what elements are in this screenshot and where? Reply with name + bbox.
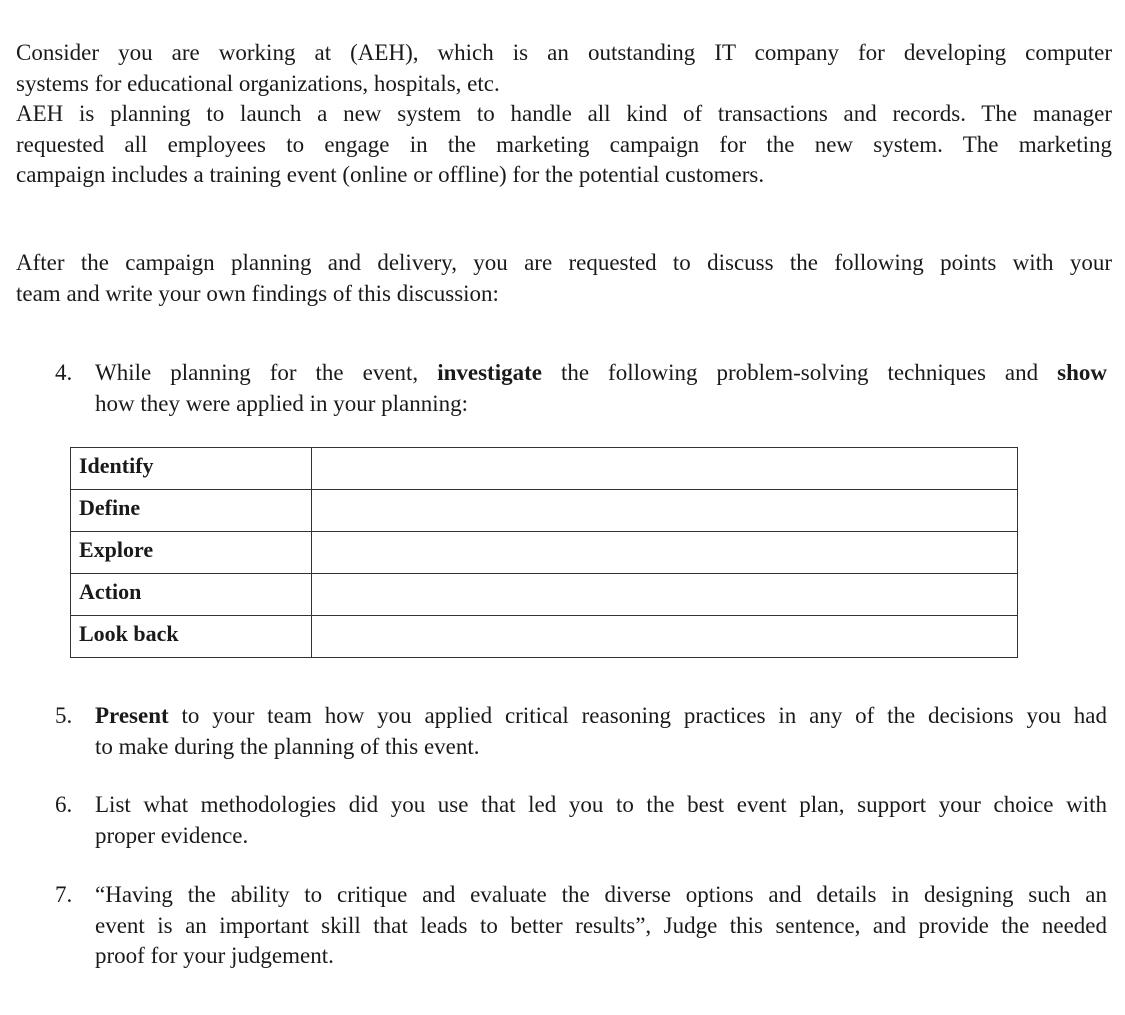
after-line-2: team and write your own findings of this discussion: <box>16 280 499 306</box>
question-6-text <box>95 790 1107 851</box>
step-label-identify: Identify <box>71 448 312 490</box>
question-7-number: 7. <box>55 882 73 907</box>
question-7-line-3: proof for your judgement. <box>95 943 334 968</box>
question-5-line-2: to make during the planning of this event. <box>95 733 480 759</box>
intro-line-4: requested all employees to engage in the marketing campaign for the new system. The marketing <box>16 131 1112 157</box>
step-answer-cell[interactable] <box>312 490 1018 532</box>
table-row <box>71 616 1018 658</box>
question-5-line-1 <box>95 701 1107 732</box>
table-row <box>71 490 1018 532</box>
table-row <box>71 574 1018 616</box>
question-6-number: 6. <box>55 792 73 817</box>
problem-solving-table <box>70 447 1018 658</box>
step-answer-cell[interactable] <box>312 448 1018 490</box>
step-label-look-back: Look back <box>71 616 312 658</box>
problem-solving-table-body <box>71 448 1018 658</box>
question-5-text <box>95 701 1107 762</box>
intro-line-3: AEH is planning to launch a new system to handle all kind of transactions and records. The manager <box>16 101 1112 126</box>
question-7-text <box>95 880 1107 972</box>
intro-line-5: campaign includes a training event (online or offline) for the potential customers. <box>16 162 765 187</box>
question-7-line-2: event is an important skill that leads to better results”, Judge this sentence, and provide the needed <box>95 912 1107 938</box>
step-answer-cell[interactable] <box>312 616 1018 658</box>
q4-text-a: While planning for the event, <box>95 360 438 385</box>
step-answer-cell[interactable] <box>312 532 1018 574</box>
question-6-line-2: proper evidence. <box>95 822 249 848</box>
after-paragraph <box>16 248 1112 309</box>
intro-line-2: systems for educational organizations, hospitals, etc. <box>16 70 500 96</box>
step-answer-cell[interactable] <box>312 574 1018 616</box>
after-line-1: After the campaign planning and delivery, you are requested to discuss the following points with your <box>16 250 1112 275</box>
question-5-number: 5. <box>55 703 73 728</box>
q5-keyword-present: Present <box>95 703 169 728</box>
q5-text-b: to your team how you applied critical reasoning practices in any of the decisions you had <box>168 703 1107 728</box>
table-row <box>71 532 1018 574</box>
q4-keyword-investigate: investigate <box>437 360 542 385</box>
question-4-number: 4. <box>55 360 73 385</box>
question-4-line-2: how they were applied in your planning: <box>95 390 469 416</box>
q4-text-c: the following problem-solving techniques and <box>541 360 1058 385</box>
intro-line-1: Consider you are working at (AEH), which is an outstanding IT company for developing computer <box>16 40 1112 65</box>
intro-paragraph <box>16 38 1112 191</box>
step-label-define: Define <box>71 490 312 532</box>
question-4-line-1 <box>95 358 1107 389</box>
q4-keyword-show: show <box>1057 360 1107 385</box>
question-4-text <box>95 358 1107 419</box>
step-label-action: Action <box>71 574 312 616</box>
step-label-explore: Explore <box>71 532 312 574</box>
question-7-line-1: “Having the ability to critique and evaluate the diverse options and details in designing such an <box>95 882 1107 907</box>
question-6-line-1: List what methodologies did you use that led you to the best event plan, support your choice with <box>95 792 1107 817</box>
table-row <box>71 448 1018 490</box>
